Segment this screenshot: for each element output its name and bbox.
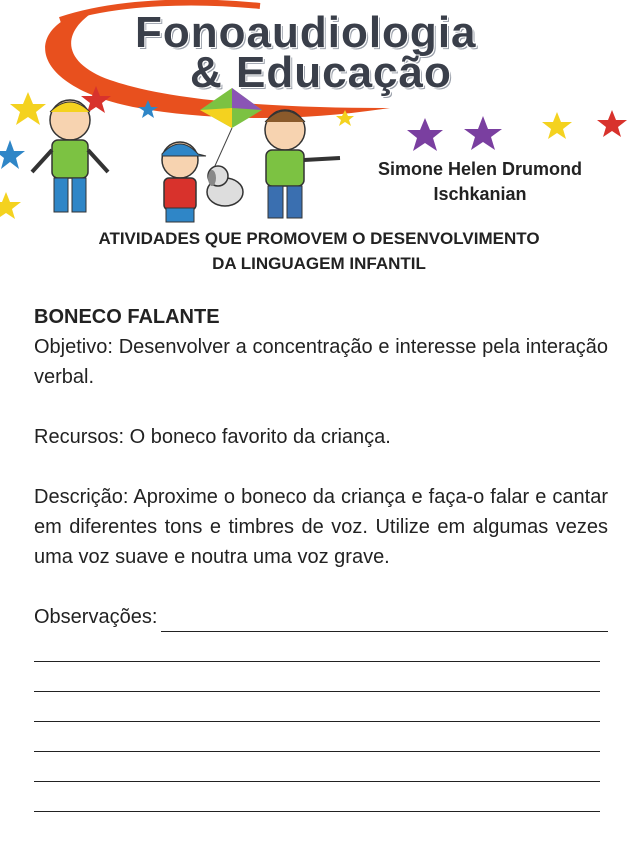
- child-figure-icon: [162, 142, 206, 222]
- star-icon: [407, 118, 443, 151]
- activity-content: [34, 302, 608, 812]
- description-text: Descrição: Aproxime o boneco da criança e faça-o falar e cantar em diferentes tons e timbres de voz. Utilize em algumas vezes uma voz suave e noutra uma voz grave.: [34, 486, 608, 568]
- star-icon: [464, 116, 502, 150]
- observations-line: [161, 609, 608, 632]
- document-title: [30, 226, 608, 276]
- observations-row: [34, 602, 608, 632]
- author-line1: Simone Helen Drumond: [377, 159, 583, 179]
- document-title-line1: ATIVIDADES QUE PROMOVEM O DESENVOLVIMENTO: [98, 229, 540, 248]
- author-name: [350, 157, 610, 207]
- blank-line: [34, 752, 600, 782]
- activity-title: BONECO FALANTE: [34, 306, 220, 328]
- child-figure-icon: [265, 110, 340, 218]
- blank-line: [34, 782, 600, 812]
- blank-line: [34, 662, 600, 692]
- logo-title-line2: & Educação: [190, 48, 452, 97]
- star-icon: [542, 112, 572, 139]
- star-icon: [10, 92, 46, 125]
- star-icon: [0, 140, 25, 169]
- blank-line: [34, 692, 600, 722]
- child-figure-icon: [32, 100, 108, 212]
- logo-title-line1: Fonoaudiologia: [135, 8, 477, 57]
- resources-text: Recursos: O boneco favorito da criança.: [34, 426, 391, 448]
- star-icon: [597, 110, 627, 137]
- blank-line: [34, 632, 600, 662]
- observations-label: Observações:: [34, 606, 158, 628]
- blank-line: [34, 722, 600, 752]
- dog-icon: [207, 166, 243, 206]
- star-icon: [0, 192, 21, 219]
- document-title-line2: DA LINGUAGEM INFANTIL: [212, 254, 426, 273]
- author-line2: Ischkanian: [433, 184, 527, 204]
- objective-text: Objetivo: Desenvolver a concentração e interesse pela interação verbal.: [34, 336, 608, 388]
